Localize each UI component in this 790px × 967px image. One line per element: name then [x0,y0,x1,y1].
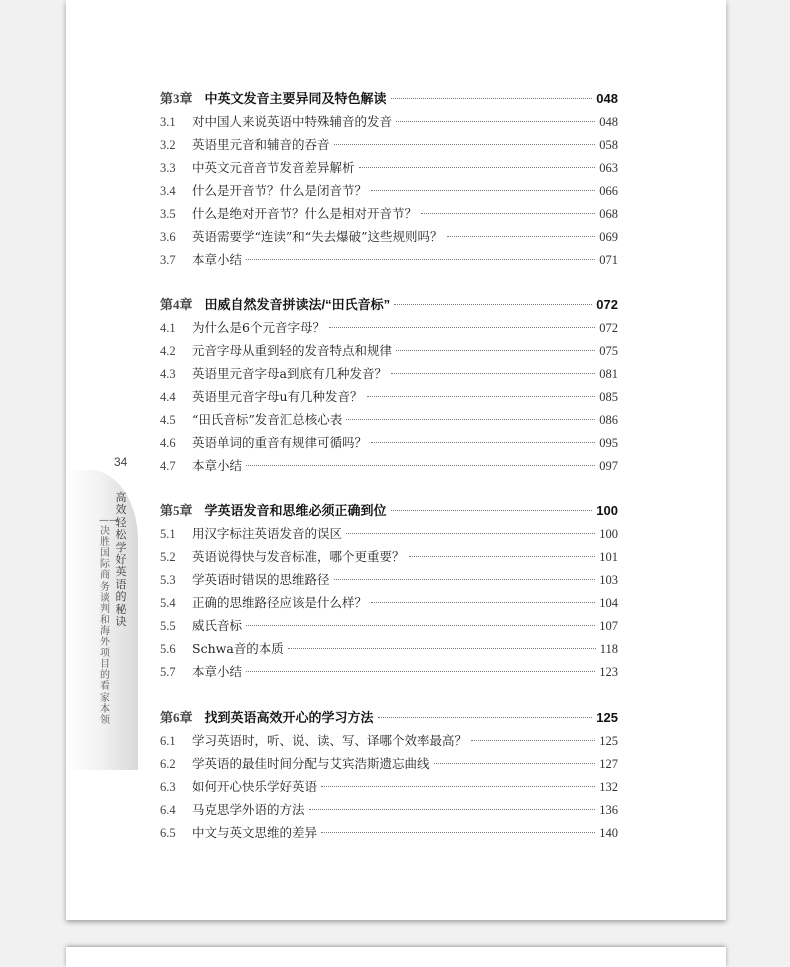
section-page: 123 [599,665,618,679]
toc-entry[interactable] [160,316,618,339]
section-number: 4.7 [160,459,176,473]
section-page: 132 [599,780,618,794]
section-title: 学英语的最佳时间分配与艾宾浩斯遗忘曲线 [192,756,430,771]
leader-dots [394,303,592,305]
chapter-title: 找到英语高效开心的学习方法 [204,710,374,725]
leader-dots [321,831,595,833]
section-page: 104 [599,596,618,610]
page-number: 34 [114,455,128,469]
section-number: 3.1 [160,115,176,129]
toc-entry[interactable] [160,637,618,660]
section-title: 本章小结 [192,664,243,679]
section-page: 075 [599,344,618,358]
leader-dots [371,601,595,603]
section-number: 5.5 [160,619,176,633]
toc-entry[interactable] [160,660,618,683]
toc-entry[interactable] [160,339,618,362]
section-title: 正确的思维路径应该是什么样？ [192,595,368,610]
section-number: 6.1 [160,734,176,748]
section-number: 4.5 [160,413,176,427]
section-page: 068 [599,207,618,221]
section-page: 107 [599,619,618,633]
section-title: 英语里元音字母u有几种发音？ [192,389,363,404]
toc-entry[interactable] [160,614,618,637]
toc-entry[interactable] [160,110,618,133]
leader-dots [371,441,595,443]
section-page: 063 [599,161,618,175]
toc-entry[interactable] [160,568,618,591]
chapter-heading[interactable] [160,293,618,316]
chapter-page: 100 [596,503,618,518]
chapter-6 [160,706,618,844]
section-page: 101 [599,550,618,564]
section-title: 如何开心快乐学好英语 [192,779,318,794]
toc-entry[interactable] [160,775,618,798]
leader-dots [471,739,595,741]
section-number: 5.3 [160,573,176,587]
toc-entry[interactable] [160,729,618,752]
toc-entry[interactable] [160,454,618,477]
chapter-4 [160,293,618,477]
side-tab-title: 高效轻松学好英语的秘诀 [115,491,127,629]
leader-dots [346,418,595,420]
leader-dots [391,509,593,511]
section-title: 英语需要学“连读”和“失去爆破”这些规则吗？ [192,229,443,244]
toc-entry[interactable] [160,202,618,225]
chapter-number: 第4章 [160,297,193,312]
toc-entry[interactable] [160,225,618,248]
section-number: 6.2 [160,757,176,771]
leader-dots [447,235,596,237]
leader-dots [434,762,596,764]
toc-entry[interactable] [160,545,618,568]
section-number: 3.3 [160,161,176,175]
leader-dots [246,624,595,626]
chapter-number: 第5章 [160,503,193,518]
chapter-page: 048 [596,91,618,106]
section-page: 085 [599,390,618,404]
section-page: 136 [599,803,618,817]
toc-entry[interactable] [160,821,618,844]
section-page: 071 [599,253,618,267]
section-title: 英语里元音字母a到底有几种发音？ [192,366,387,381]
section-number: 5.6 [160,642,176,656]
section-title: 英语单词的重音有规律可循吗？ [192,435,368,450]
section-page: 125 [599,734,618,748]
leader-dots [246,258,595,260]
section-page: 140 [599,826,618,840]
section-number: 3.6 [160,230,176,244]
section-number: 4.2 [160,344,176,358]
chapter-page: 072 [596,297,618,312]
chapter-title: 田威自然发音拼读法/“田氏音标” [204,297,391,312]
toc-entry[interactable] [160,156,618,179]
section-number: 3.2 [160,138,176,152]
section-number: 3.7 [160,253,176,267]
toc-entry[interactable] [160,798,618,821]
section-number: 5.1 [160,527,176,541]
section-page: 072 [599,321,618,335]
chapter-number: 第6章 [160,710,193,725]
section-title: 中英文元音音节发音差异解析 [192,160,355,175]
section-page: 100 [599,527,618,541]
leader-dots [346,532,595,534]
section-number: 4.4 [160,390,176,404]
section-title: 威氏音标 [192,618,243,633]
section-number: 4.3 [160,367,176,381]
section-title: 用汉字标注英语发音的误区 [192,526,343,541]
section-number: 5.7 [160,665,176,679]
section-title: 本章小结 [192,252,243,267]
section-title: 学习英语时，听、说、读、写、译哪个效率最高？ [192,733,468,748]
leader-dots [391,372,595,374]
section-page: 086 [599,413,618,427]
section-title: 为什么是6个元音字母？ [192,320,325,335]
toc-entry[interactable] [160,408,618,431]
chapter-heading[interactable] [160,87,618,110]
chapter-3 [160,87,618,271]
leader-dots [409,555,596,557]
section-title: 什么是开音节？什么是闭音节？ [192,183,368,198]
chapter-heading[interactable] [160,499,618,522]
section-title: 什么是绝对开音节？什么是相对开音节？ [192,206,418,221]
section-number: 6.5 [160,826,176,840]
toc-entry[interactable] [160,431,618,454]
section-number: 4.1 [160,321,176,335]
next-page-edge [66,947,726,967]
section-number: 5.2 [160,550,176,564]
section-page: 081 [599,367,618,381]
leader-dots [371,189,595,191]
chapter-heading[interactable] [160,706,618,729]
section-page: 127 [599,757,618,771]
leader-dots [321,785,595,787]
section-number: 6.3 [160,780,176,794]
section-page: 048 [599,115,618,129]
leader-dots [246,670,595,672]
side-tab-subtitle: ——决胜国际商务谈判和海外项目的看家本领 [99,515,119,726]
leader-dots [396,349,595,351]
section-title: 本章小结 [192,458,243,473]
chapter-page: 125 [596,710,618,725]
leader-dots [334,578,596,580]
leader-dots [367,395,596,397]
section-page: 097 [599,459,618,473]
leader-dots [359,166,596,168]
section-page: 069 [599,230,618,244]
leader-dots [329,326,595,328]
toc-entry[interactable] [160,385,618,408]
leader-dots [378,716,593,718]
section-number: 4.6 [160,436,176,450]
leader-dots [334,143,596,145]
section-number: 6.4 [160,803,176,817]
section-title: Schwa音的本质 [192,641,284,656]
toc-entry[interactable] [160,362,618,385]
section-page: 066 [599,184,618,198]
toc-entry[interactable] [160,591,618,614]
toc-entry[interactable] [160,522,618,545]
section-page: 095 [599,436,618,450]
toc-entry[interactable] [160,179,618,202]
section-title: “田氏音标”发音汇总核心表 [192,412,343,427]
toc-entry[interactable] [160,752,618,775]
section-title: 中文与英文思维的差异 [192,825,318,840]
toc-entry[interactable] [160,248,618,271]
chapter-title: 学英语发音和思维必须正确到位 [204,503,387,518]
section-title: 英语说得快与发音标准，哪个更重要？ [192,549,405,564]
leader-dots [246,464,595,466]
leader-dots [396,120,595,122]
chapter-number: 第3章 [160,91,193,106]
chapter-title: 中英文发音主要异同及特色解读 [204,91,387,106]
leader-dots [391,97,593,99]
chapter-5 [160,499,618,683]
leader-dots [288,647,596,649]
section-number: 5.4 [160,596,176,610]
leader-dots [309,808,596,810]
section-number: 3.5 [160,207,176,221]
section-number: 3.4 [160,184,176,198]
section-title: 英语里元音和辅音的吞音 [192,137,330,152]
toc-entry[interactable] [160,133,618,156]
section-title: 元音字母从重到轻的发音特点和规律 [192,343,393,358]
section-page: 118 [599,642,618,656]
section-page: 058 [599,138,618,152]
section-title: 对中国人来说英语中特殊辅音的发音 [192,114,393,129]
leader-dots [421,212,595,214]
section-title: 马克思学外语的方法 [192,802,305,817]
section-page: 103 [599,573,618,587]
section-title: 学英语时错误的思维路径 [192,572,330,587]
